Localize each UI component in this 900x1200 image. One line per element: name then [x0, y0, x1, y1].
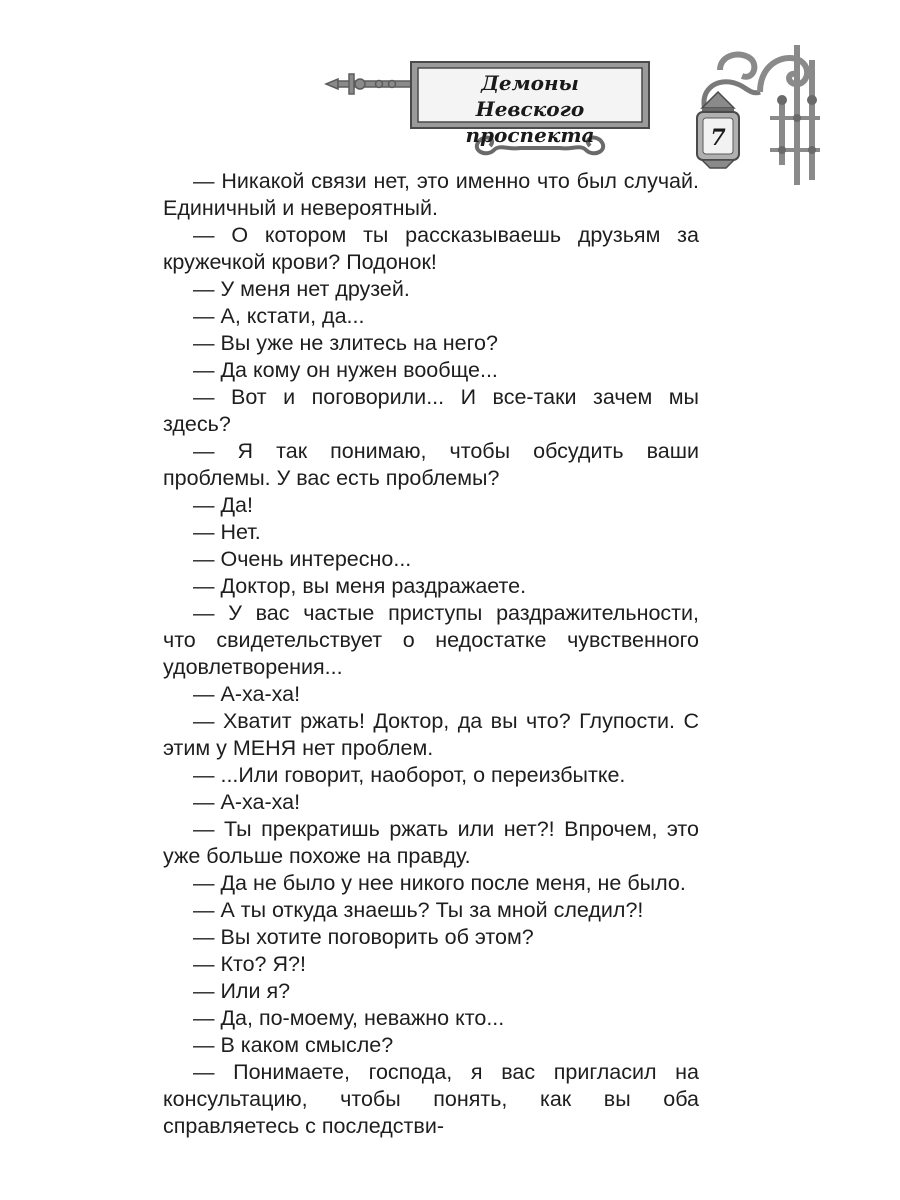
paragraph: — В каком смысле?: [193, 1033, 394, 1057]
paragraph: — Вы хотите поговорить об этом?: [193, 925, 534, 949]
page-number: 7: [710, 125, 726, 151]
paragraph: — Вот и поговорили... И все-таки зачем мы здесь?: [163, 385, 699, 436]
paragraph: — Очень интересно...: [193, 547, 412, 571]
running-head-title: [418, 70, 642, 148]
book-title-line2: Невского проспекта: [465, 97, 595, 147]
paragraph: — Кто? Я?!: [193, 952, 306, 976]
paragraph: — Ты прекратишь ржать или нет?! Впрочем, это уже больше похоже на правду.: [163, 817, 699, 868]
paragraph: — О котором ты рассказываешь друзьям за кружечкой крови? Подонок!: [163, 223, 699, 274]
book-title-line1: Демоны: [481, 71, 579, 95]
paragraph: — Нет.: [193, 520, 261, 544]
paragraph: — Доктор, вы меня раздражаете.: [193, 574, 527, 598]
paragraph: — Я так понимаю, чтобы обсудить ваши проблемы. У вас есть проблемы?: [163, 439, 699, 490]
paragraph: — Никакой связи нет, это именно что был случай. Единичный и невероятный.: [163, 169, 699, 220]
paragraph: — Понимаете, господа, я вас пригласил на консультацию, чтобы понять, как вы оба справляетесь с последстви-: [163, 1060, 699, 1138]
paragraph: — Да!: [193, 493, 253, 517]
spear-ornament: [326, 74, 418, 94]
paragraph: — А, кстати, да...: [193, 304, 365, 328]
paragraph: — Да не было у нее никого после меня, не было.: [193, 871, 686, 895]
paragraph: — Хватит ржать! Доктор, да вы что? Глупости. С этим у МЕНЯ нет проблем.: [163, 709, 699, 760]
paragraph: — Да кому он нужен вообще...: [193, 358, 498, 382]
paragraph: — А-ха-ха!: [193, 682, 301, 706]
paragraph: — ...Или говорит, наоборот, о переизбытке.: [193, 763, 626, 787]
paragraph: — Да, по-моему, неважно кто...: [193, 1006, 505, 1030]
paragraph: — Вы уже не злитесь на него?: [193, 331, 498, 355]
page-body-text: [163, 168, 699, 1140]
paragraph: — Или я?: [193, 979, 291, 1003]
paragraph: — А ты откуда знаешь? Ты за мной следил?!: [193, 898, 644, 922]
paragraph: — У меня нет друзей.: [193, 277, 410, 301]
paragraph: — У вас частые приступы раздражительности, что свидетельствует о недостатке чувственного удовлетворения...: [163, 601, 699, 679]
paragraph: — А-ха-ха!: [193, 790, 301, 814]
